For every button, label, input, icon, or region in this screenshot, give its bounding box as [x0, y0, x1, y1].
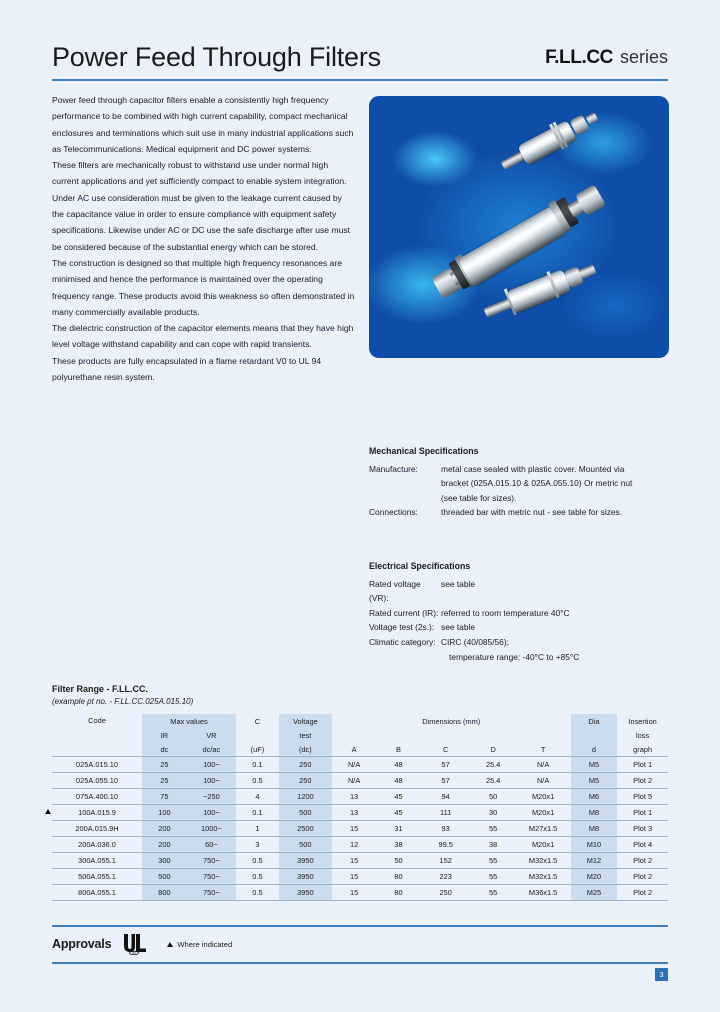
spec-label: Manufacture: [369, 463, 418, 474]
cell-b: 80 [376, 885, 420, 901]
ul-note-text: Where indicated [177, 939, 233, 949]
cell-b: 38 [376, 837, 420, 853]
spec-row-rated-current [369, 606, 670, 621]
cell-plot: Plot 3 [617, 821, 668, 837]
spec-value: see table [441, 622, 475, 633]
cell-t: N/A [516, 773, 571, 789]
cell-vtest: 1200 [279, 789, 332, 805]
cell-d: 30 [471, 805, 516, 821]
triangle-icon [167, 942, 173, 947]
intro-paragraph: Power feed through capacitor filters enable a consistently high frequency performance to be combined with high current capability, compact mechanical enclosures and terminations which suit use in many industrial applications such as Telecommunications. Medical equipment and DC power systems. [52, 95, 354, 154]
svg-text:US: US [132, 952, 137, 955]
cell-c: 0.1 [236, 757, 279, 773]
cell-c-dim: 111 [421, 805, 471, 821]
table-row[interactable] [52, 757, 668, 773]
header-dia-unit: d [571, 742, 618, 757]
header-vr-unit: dc/ac [187, 742, 236, 757]
table-subtitle: (example pt no. - F.LL.CC.025A.015.10) [52, 697, 194, 706]
product-photo-scene [369, 96, 669, 358]
cell-code: 075A.400.10 [52, 789, 142, 805]
cell-dia: M8 [571, 821, 618, 837]
header-voltage-test-1: Voltage [279, 714, 332, 728]
cell-a: 15 [332, 869, 377, 885]
header-ir: IR [142, 728, 187, 742]
cell-t: M27x1.5 [516, 821, 571, 837]
cell-vr: 750~ [187, 869, 236, 885]
cell-ir: 75 [142, 789, 187, 805]
electrical-heading: Electrical Specifications [369, 561, 471, 571]
cell-dia: M8 [571, 805, 618, 821]
header-dim-a: A [332, 742, 377, 757]
header-dia: Dia [571, 714, 618, 728]
cell-d: 55 [471, 885, 516, 901]
cell-dia: M5 [571, 773, 618, 789]
header-dim-d: D [471, 742, 516, 757]
cell-ir: 300 [142, 853, 187, 869]
cell-dia: M25 [571, 885, 618, 901]
table-row[interactable] [52, 805, 668, 821]
spec-row-climatic-category [369, 635, 670, 650]
spec-label: Voltage test (2s.): [369, 622, 435, 633]
header-divider [52, 79, 668, 81]
cell-code: 500A.055.1 [52, 869, 142, 885]
cell-t: M20x1 [516, 789, 571, 805]
intro-paragraph: Under AC use consideration must be given to the leakage current caused by the capacitance value in order to ensure compliance with equipment safety specifications. Likewise under AC or DC use the safe discharge after use must be considered because of the substantial energy which can be stored. [52, 192, 351, 252]
cell-ir: 100 [142, 805, 187, 821]
filter-range-table [52, 714, 668, 901]
cell-vr: 60~ [187, 837, 236, 853]
cell-t: N/A [516, 757, 571, 773]
table-body [52, 757, 668, 901]
ul-logo-icon [121, 933, 147, 955]
cell-c-dim: 57 [421, 773, 471, 789]
ul-note [167, 940, 232, 949]
ul-approval-triangle-icon [45, 809, 51, 814]
page-title: Power Feed Through Filters [52, 42, 381, 72]
header-dim-t: T [516, 742, 571, 757]
spec-label: Climatic category: [369, 636, 436, 647]
header-voltage-test-2: test [279, 728, 332, 742]
header-insertion-2: loss [617, 728, 668, 742]
intro-paragraph: These products are fully encapsulated in a flame retardant V0 to UL 94 polyurethane resin system. [52, 355, 322, 383]
electrical-specifications [369, 559, 670, 664]
cell-dia: M12 [571, 853, 618, 869]
cell-plot: Plot 1 [617, 805, 668, 821]
spec-continuation: bracket (025A.015.10 & 025A.055.10) Or metric nut [441, 478, 633, 489]
cell-c: 0.5 [236, 869, 279, 885]
table-row[interactable] [52, 837, 668, 853]
cell-c: 0.5 [236, 853, 279, 869]
header-spacer [236, 728, 279, 742]
cell-a: 15 [332, 853, 377, 869]
page-number-badge: 3 [655, 968, 668, 981]
cell-vtest: 2500 [279, 821, 332, 837]
cell-vr: 1000~ [187, 821, 236, 837]
cell-a: N/A [332, 773, 377, 789]
intro-paragraph: The dielectric construction of the capacitor elements means that they have high level voltage withstand capability and can cope with rapid transients. [52, 323, 354, 350]
cell-a: N/A [332, 757, 377, 773]
cell-a: 12 [332, 837, 377, 853]
cell-c: 4 [236, 789, 279, 805]
cell-c: 1 [236, 821, 279, 837]
intro-copy [52, 92, 355, 385]
header-capacitance: C [236, 714, 279, 728]
table-row[interactable] [52, 869, 668, 885]
cell-vtest: 3950 [279, 869, 332, 885]
spec-value: see table [441, 578, 475, 589]
table-row[interactable] [52, 773, 668, 789]
header-c-unit: (uF) [236, 742, 279, 757]
cell-ir: 200 [142, 837, 187, 853]
cell-t: M20x1 [516, 805, 571, 821]
spec-row-manufacture [369, 462, 670, 477]
cell-b: 45 [376, 805, 420, 821]
cell-c: 3 [236, 837, 279, 853]
cell-b: 31 [376, 821, 420, 837]
cell-c-dim: 57 [421, 757, 471, 773]
cell-d: 25.4 [471, 757, 516, 773]
cell-code: 300A.055.1 [52, 853, 142, 869]
cell-c: 0.5 [236, 885, 279, 901]
header-insertion-3: graph [617, 742, 668, 757]
spec-label: Connections: [369, 507, 418, 518]
cell-t: M32x1.5 [516, 853, 571, 869]
cell-plot: Plot 2 [617, 869, 668, 885]
table-row[interactable] [52, 821, 668, 837]
cell-d: 50 [471, 789, 516, 805]
cell-ir: 800 [142, 885, 187, 901]
table-row[interactable] [52, 853, 668, 869]
cell-dia: M6 [571, 789, 618, 805]
cell-t: M32x1.5 [516, 869, 571, 885]
footer-divider-bottom [52, 962, 668, 964]
header-row-units [52, 742, 668, 757]
product-photo [369, 96, 669, 358]
cell-code [52, 805, 142, 821]
cell-d: 38 [471, 837, 516, 853]
cell-b: 50 [376, 853, 420, 869]
series-word: series [619, 47, 668, 67]
spec-value: referred to room temperature 40°C [441, 607, 570, 618]
cell-vr: ~250 [187, 789, 236, 805]
header-row-group [52, 714, 668, 728]
intro-paragraph: These filters are mechanically robust to withstand use under normal high current applications and yet sufficiently compact to enable system integration. [52, 160, 347, 187]
cell-vr: 100~ [187, 773, 236, 789]
header-vr: VR [187, 728, 236, 742]
cell-c-dim: 152 [421, 853, 471, 869]
table-header [52, 714, 668, 757]
header-dim-b: B [376, 742, 420, 757]
cell-vtest: 3950 [279, 853, 332, 869]
header-insertion-1: Insertion [617, 714, 668, 728]
cell-d: 55 [471, 821, 516, 837]
header-code: Code [52, 714, 142, 757]
cell-ir: 25 [142, 773, 187, 789]
approvals-section [52, 933, 232, 955]
cell-ir: 200 [142, 821, 187, 837]
header-dim-c: C [421, 742, 471, 757]
header-spacer [571, 728, 618, 742]
approvals-label: Approvals [52, 937, 112, 951]
cell-d: 25.4 [471, 773, 516, 789]
cell-vr: 100~ [187, 757, 236, 773]
cell-b: 48 [376, 773, 420, 789]
cell-c-dim: 250 [421, 885, 471, 901]
cell-ir: 500 [142, 869, 187, 885]
cell-vr: 750~ [187, 885, 236, 901]
cell-plot: Plot 2 [617, 773, 668, 789]
cell-d: 55 [471, 869, 516, 885]
cell-vtest: 250 [279, 773, 332, 789]
cell-vtest: 500 [279, 837, 332, 853]
cell-b: 45 [376, 789, 420, 805]
cell-plot: Plot 2 [617, 885, 668, 901]
cell-c-dim: 223 [421, 869, 471, 885]
cell-d: 55 [471, 853, 516, 869]
cell-plot: Plot 1 [617, 757, 668, 773]
mechanical-specifications [369, 444, 670, 520]
header-spacer [332, 728, 571, 742]
cell-ir: 25 [142, 757, 187, 773]
cell-code: 200A.036.0 [52, 837, 142, 853]
cell-dia: M5 [571, 757, 618, 773]
cell-b: 48 [376, 757, 420, 773]
cell-plot: Plot 5 [617, 789, 668, 805]
cell-plot: Plot 4 [617, 837, 668, 853]
header-row-symbols [52, 728, 668, 742]
mechanical-heading: Mechanical Specifications [369, 446, 479, 456]
cell-code: 800A.055.1 [52, 885, 142, 901]
cell-a: 15 [332, 885, 377, 901]
header-max-values: Max values [142, 714, 236, 728]
page-header [52, 44, 668, 71]
cell-vr: 750~ [187, 853, 236, 869]
series-code: F.LL.CC [545, 47, 613, 68]
cell-c-dim: 99.5 [421, 837, 471, 853]
header-voltage-test-unit: (dc) [279, 742, 332, 757]
header-dimensions: Dimensions (mm) [332, 714, 571, 728]
spec-continuation: temperature range: -40°C to +85°C [449, 651, 580, 662]
spec-row-connections [369, 505, 670, 520]
spec-row-voltage-test [369, 620, 670, 635]
cell-c: 0.1 [236, 805, 279, 821]
cell-t: M36x1.5 [516, 885, 571, 901]
cell-vtest: 3950 [279, 885, 332, 901]
cell-c-dim: 93 [421, 821, 471, 837]
cell-t: M20x1 [516, 837, 571, 853]
cell-a: 13 [332, 789, 377, 805]
spec-row-rated-voltage [369, 577, 670, 606]
cell-c: 0.5 [236, 773, 279, 789]
header-ir-unit: dc [142, 742, 187, 757]
capacitor-small-top [497, 107, 600, 177]
spec-label: Rated voltage (VR): [369, 578, 421, 604]
spec-value: CIRC (40/085/56); [441, 636, 509, 647]
cell-code: 200A.015.9H [52, 821, 142, 837]
spec-continuation: (see table for sizes). [441, 492, 517, 503]
cell-a: 15 [332, 821, 377, 837]
table-title: Filter Range - F.LL.CC. [52, 684, 149, 694]
cell-dia: M10 [571, 837, 618, 853]
series-label [545, 47, 668, 71]
cell-code: 025A.015.10 [52, 757, 142, 773]
spec-value: metal case sealed with plastic cover. Mounted via [441, 463, 625, 474]
table-row[interactable] [52, 789, 668, 805]
cell-dia: M20 [571, 869, 618, 885]
spec-value: threaded bar with metric nut - see table for sizes. [441, 507, 623, 518]
spec-label: Rated current (IR): [369, 607, 439, 618]
cell-a: 13 [332, 805, 377, 821]
cell-vr: 100~ [187, 805, 236, 821]
footer-divider-top [52, 925, 668, 927]
cell-code: 025A.055.10 [52, 773, 142, 789]
cell-vtest: 500 [279, 805, 332, 821]
cell-plot: Plot 2 [617, 853, 668, 869]
table-row[interactable] [52, 885, 668, 901]
cell-code-text: 100A.015.9 [78, 808, 116, 817]
cell-b: 80 [376, 869, 420, 885]
cell-vtest: 250 [279, 757, 332, 773]
intro-paragraph: The construction is designed so that multiple high frequency resonances are minimised and hence the performance is maintained over the operating frequency range. These products avoid this weakness so often demonstrated in many commercially available products. [52, 257, 355, 317]
cell-c-dim: 94 [421, 789, 471, 805]
